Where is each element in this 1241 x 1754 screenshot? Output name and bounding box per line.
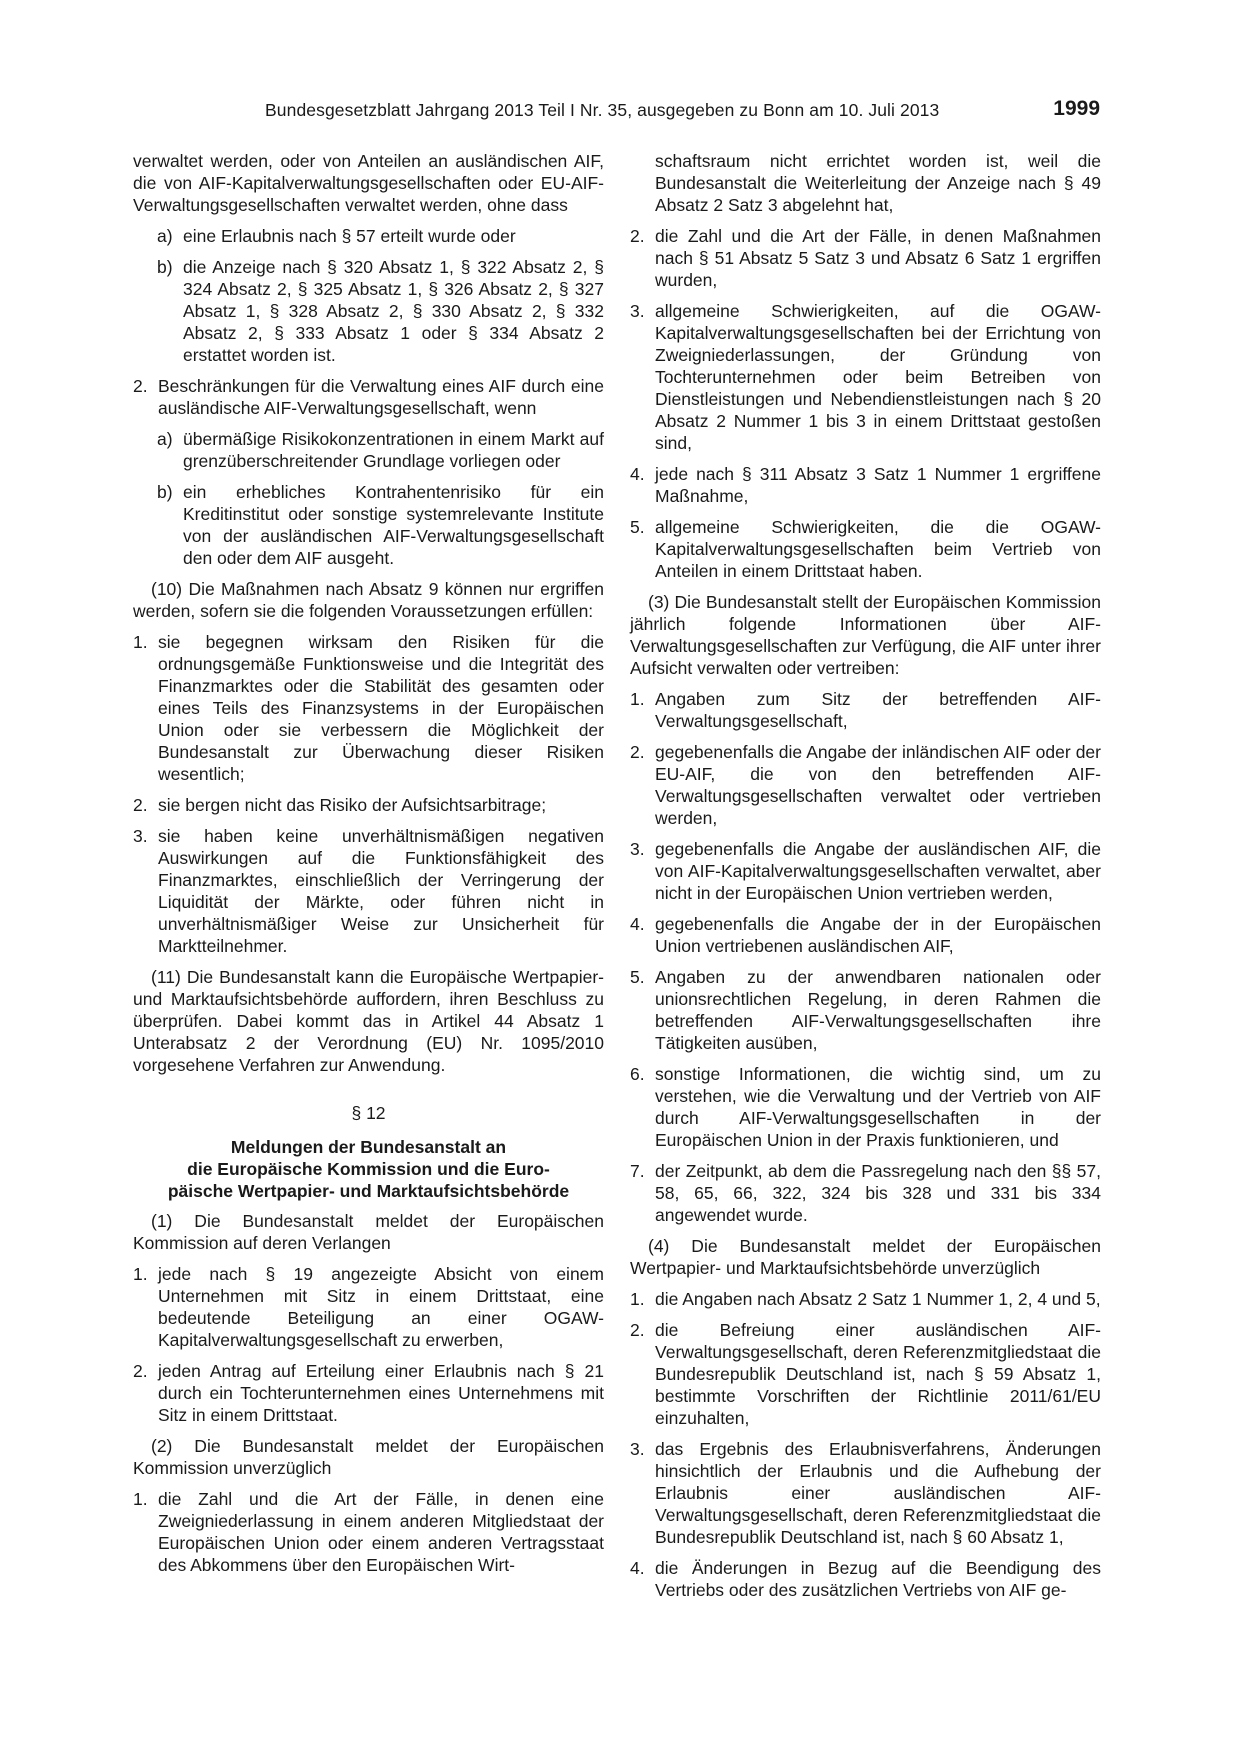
item-text: jede nach § 19 angezeigte Absicht von einem Unternehmen mit Sitz in einem Drittstaat, eine bedeutende Beteiligung an einer OGAW-Kapitalverwaltungsgesellschaft zu erwerben, (158, 1264, 604, 1350)
list-item (133, 375, 604, 419)
item-text: Beschränkungen für die Verwaltung eines AIF durch eine ausländische AIF-Verwaltungsgesellschaft, wenn (158, 376, 604, 418)
paragraph-s4: (4) Die Bundesanstalt meldet der Europäischen Wertpapier- und Marktaufsichtsbehörde unverzüglich (630, 1236, 1101, 1278)
item-number: 4. (630, 914, 645, 934)
subitem-number: b) (157, 257, 173, 277)
heading-line: päische Wertpapier- und Marktaufsichtsbehörde (167, 1181, 570, 1201)
heading-line: Meldungen der Bundesanstalt an (230, 1137, 507, 1157)
subitem-text: eine Erlaubnis nach § 57 erteilt wurde oder (183, 226, 516, 246)
list-item (630, 838, 1101, 904)
list-item (630, 516, 1101, 582)
item-number: 3. (630, 839, 645, 859)
list-item (630, 1288, 1101, 1310)
item-number: 4. (630, 1558, 645, 1578)
item-text: jede nach § 311 Absatz 3 Satz 1 Nummer 1 ergriffene Maßnahme, (655, 464, 1101, 506)
paragraph-s2: (2) Die Bundesanstalt meldet der Europäischen Kommission unverzüglich (133, 1436, 604, 1478)
subitem-number: a) (157, 226, 173, 246)
item-text: allgemeine Schwierigkeiten, auf die OGAW-Kapitalverwaltungsgesellschaften bei der Errichtung von Zweigniederlassungen, der Gründung von Tochterunternehmen oder beim Betreiben von Dienstleistungen und Nebendienstleistungen nach § 20 Absatz 2 Nummer 1 bis 3 in einem Drittstaat gestoßen sind, (655, 301, 1101, 453)
section-number: § 12 (351, 1103, 386, 1123)
continued-text: verwaltet werden, oder von Anteilen an ausländischen AIF, die von AIF-Kapitalverwaltungsgesellschaften oder EU-AIF-Verwaltungsgesellschaften verwaltet werden, ohne dass (133, 151, 604, 215)
item-number: 5. (630, 517, 645, 537)
item-text: sie bergen nicht das Risiko der Aufsichtsarbitrage; (158, 795, 547, 815)
item-number: 1. (133, 632, 148, 652)
item-number: 2. (630, 1320, 645, 1340)
item-number: 5. (630, 967, 645, 987)
list-item (630, 1063, 1101, 1151)
list-item (133, 1360, 604, 1426)
item-text: die Zahl und die Art der Fälle, in denen Maßnahmen nach § 51 Absatz 5 Satz 3 und Absatz 6 Satz 1 ergriffen wurden, (655, 226, 1101, 290)
item-text: gegebenenfalls die Angabe der in der Europäischen Union vertriebenen ausländischen AIF, (655, 914, 1101, 956)
item-text: sie begegnen wirksam den Risiken für die ordnungsgemäße Funktionsweise und die Integrität des Finanzmarktes oder die Stabilität des gesamten oder eines Teils des Finanzsystems in der Europäischen Union oder sie verbessern die Möglichkeit der Bundesanstalt zur Überwachung dieser Risiken wesentlich; (158, 632, 604, 784)
section-heading (133, 1136, 604, 1202)
item-number: 3. (133, 826, 148, 846)
item-text: sonstige Informationen, die wichtig sind, um zu verstehen, wie die Verwaltung und der Vertrieb von AIF durch AIF-Verwaltungsgesellschaften in der Europäischen Union in der Praxis funktionieren, und (655, 1064, 1101, 1150)
list-item (133, 825, 604, 957)
list-subitem (133, 256, 604, 366)
list-item (630, 300, 1101, 454)
item-text: die Zahl und die Art der Fälle, in denen eine Zweigniederlassung in einem anderen Mitgliedstaat der Europäischen Union oder einem anderen Vertragsstaat des Abkommens über den Europäischen Wirt- (158, 1489, 604, 1575)
item-text: die Angaben nach Absatz 2 Satz 1 Nummer 1, 2, 4 und 5, (655, 1289, 1101, 1309)
item-text: Angaben zum Sitz der betreffenden AIF-Verwaltungsgesellschaft, (655, 689, 1101, 731)
item-text: die Befreiung einer ausländischen AIF-Verwaltungsgesellschaft, deren Referenzmitgliedstaat die Bundesrepublik Deutschland ist, nach § 59 Absatz 1, bestimmte Vorschriften der Richtlinie 2011/61/EU einzuhalten, (655, 1320, 1101, 1428)
item-number: 2. (133, 1361, 148, 1381)
list-item (630, 1319, 1101, 1429)
item-text: gegebenenfalls die Angabe der inländischen AIF oder der EU-AIF, die von den betreffenden AIF-Verwaltungsgesellschaften verwaltet oder vertrieben werden, (655, 742, 1101, 828)
paragraph-10: (10) Die Maßnahmen nach Absatz 9 können nur ergriffen werden, sofern sie die folgenden Voraussetzungen erfüllen: (133, 579, 604, 621)
heading-line: die Europäische Kommission und die Euro- (187, 1159, 550, 1179)
list-item (133, 794, 604, 816)
list-subitem (133, 225, 604, 247)
item-number: 1. (630, 1289, 645, 1309)
item-text: der Zeitpunkt, ab dem die Passregelung nach den §§ 57, 58, 65, 66, 322, 324 bis 328 und 331 bis 334 angewendet wurde. (655, 1161, 1101, 1225)
list-item (630, 966, 1101, 1054)
subitem-text: übermäßige Risikokonzentrationen in einem Markt auf grenzüberschreitender Grundlage vorliegen oder (183, 429, 604, 471)
item-number: 1. (133, 1489, 148, 1509)
list-item (133, 631, 604, 785)
item-number: 1. (630, 689, 645, 709)
page-number: 1999 (1053, 97, 1100, 120)
list-item (630, 688, 1101, 732)
item-text: die Änderungen in Bezug auf die Beendigung des Vertriebs oder des zusätzlichen Vertriebs von AIF ge- (655, 1558, 1101, 1600)
item-number: 4. (630, 464, 645, 484)
list-item (630, 741, 1101, 829)
list-item (630, 225, 1101, 291)
list-item (630, 463, 1101, 507)
item-number: 2. (133, 376, 148, 396)
item-text: allgemeine Schwierigkeiten, die die OGAW-Kapitalverwaltungsgesellschaften beim Vertrieb von Anteilen in einem Drittstaat haben. (655, 517, 1101, 581)
item-text: sie haben keine unverhältnismäßigen negativen Auswirkungen auf die Funktionsfähigkeit des Finanzmarktes, einschließlich der Verringerung der Liquidität der Märkte, oder führen nicht in unverhältnismäßiger Weise zur Unsicherheit für Marktteilnehmer. (158, 826, 604, 956)
list-item (630, 913, 1101, 957)
continued-text: schaftsraum nicht errichtet worden ist, weil die Bundesanstalt die Weiterleitung der Anzeige nach § 49 Absatz 2 Satz 3 abgelehnt hat, (655, 151, 1101, 215)
item-text: Angaben zu der anwendbaren nationalen oder unionsrechtlichen Regelung, in deren Rahmen die betreffenden AIF-Verwaltungsgesellschaften ihre Tätigkeiten ausüben, (655, 967, 1101, 1053)
paragraph-11: (11) Die Bundesanstalt kann die Europäische Wertpapier- und Marktaufsichtsbehörde auffordern, ihren Beschluss zu überprüfen. Dabei kommt das in Artikel 44 Absatz 1 Unterabsatz 2 der Verordnung (EU) Nr. 1095/2010 vorgesehene Verfahren zur Anwendung. (133, 967, 604, 1075)
item-number: 1. (133, 1264, 148, 1284)
subitem-text: die Anzeige nach § 320 Absatz 1, § 322 Absatz 2, § 324 Absatz 2, § 325 Absatz 1, § 326 Absatz 2, § 327 Absatz 1, § 328 Absatz 2, § 330 Absatz 2, § 332 Absatz 2, § 333 Absatz 1 oder § 334 Absatz 2 erstattet worden ist. (183, 257, 604, 365)
item-number: 6. (630, 1064, 645, 1084)
item-number: 2. (630, 742, 645, 762)
subitem-number: b) (157, 482, 173, 502)
item-text: das Ergebnis des Erlaubnisverfahrens, Änderungen hinsichtlich der Erlaubnis und die Aufhebung der Erlaubnis einer ausländischen AIF-Verwaltungsgesellschaft, deren Referenzmitgliedstaat die Bundesrepublik Deutschland ist, nach § 60 Absatz 1, (655, 1439, 1101, 1547)
page-header (130, 97, 1100, 130)
list-item (630, 1160, 1101, 1226)
right-column (630, 150, 1101, 1610)
subitem-text: ein erhebliches Kontrahentenrisiko für ein Kreditinstitut oder sonstige systemrelevante Institute von der ausländischen AIF-Verwaltungsgesellschaft den oder dem AIF ausgeht. (183, 482, 604, 568)
list-item (630, 1438, 1101, 1548)
item-number: 3. (630, 1439, 645, 1459)
left-column (133, 150, 604, 1585)
item-number: 7. (630, 1161, 645, 1181)
paragraph-s1: (1) Die Bundesanstalt meldet der Europäischen Kommission auf deren Verlangen (133, 1211, 604, 1253)
list-item (630, 1557, 1101, 1601)
list-item (133, 1488, 604, 1576)
header-title: Bundesgesetzblatt Jahrgang 2013 Teil I Nr. 35, ausgegeben zu Bonn am 10. Juli 2013 (265, 100, 940, 120)
subitem-number: a) (157, 429, 173, 449)
list-subitem (133, 481, 604, 569)
list-item (133, 1263, 604, 1351)
item-number: 2. (630, 226, 645, 246)
paragraph-s3: (3) Die Bundesanstalt stellt der Europäischen Kommission jährlich folgende Informationen über AIF-Verwaltungsgesellschaften zur Verfügung, die AIF unter ihrer Aufsicht verwalten oder vertreiben: (630, 592, 1101, 678)
item-text: gegebenenfalls die Angabe der ausländischen AIF, die von AIF-Kapitalverwaltungsgesellschaften verwaltet, aber nicht in der Europäischen Union vertrieben werden, (655, 839, 1101, 903)
item-number: 3. (630, 301, 645, 321)
item-number: 2. (133, 795, 148, 815)
item-text: jeden Antrag auf Erteilung einer Erlaubnis nach § 21 durch ein Tochterunternehmen eines Unternehmens mit Sitz in einem Drittstaat. (158, 1361, 604, 1425)
list-subitem (133, 428, 604, 472)
